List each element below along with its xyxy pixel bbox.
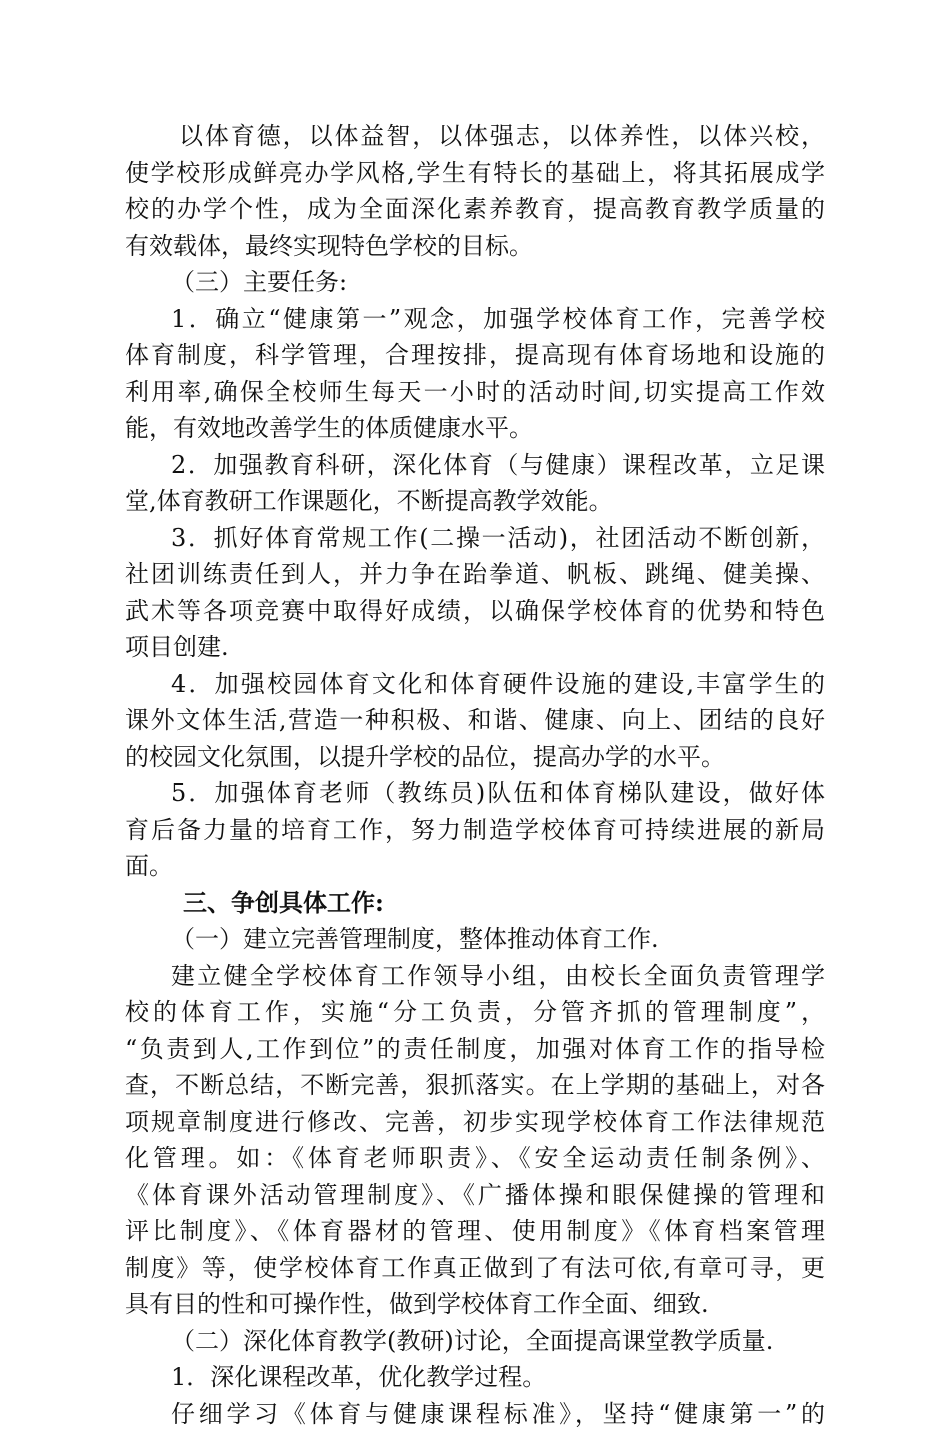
text-line: 1．深化课程改革，优化教学过程。: [125, 1359, 825, 1396]
text-line: 课外文体生活,营造一种积极、和谐、健康、向上、团结的良好: [125, 702, 825, 739]
section-heading: 三、争创具体工作:: [125, 885, 825, 922]
text-line: 武术等各项竞赛中取得好成绩，以确保学校体育的优势和特色: [125, 593, 825, 630]
text-line: 评比制度》、《体育器材的管理、使用制度》《体育档案管理: [125, 1213, 825, 1250]
text-line: 具有目的性和可操作性，做到学校体育工作全面、细致.: [125, 1286, 825, 1323]
text-line: 体育制度，科学管理，合理按排，提高现有体育场地和设施的: [125, 337, 825, 374]
text-line: 校的办学个性，成为全面深化素养教育，提高教育教学质量的: [125, 191, 825, 228]
text-line: 利用率,确保全校师生每天一小时的活动时间,切实提高工作效: [125, 374, 825, 411]
text-line: 项规章制度进行修改、完善，初步实现学校体育工作法律规范: [125, 1104, 825, 1141]
text-line: 3．抓好体育常规工作(二操一活动)，社团活动不断创新，: [125, 520, 825, 557]
text-line: 有效载体，最终实现特色学校的目标。: [125, 228, 825, 265]
text-line: 以体育德，以体益智，以体强志，以体养性，以体兴校，: [125, 118, 825, 155]
section-subheading: （二）深化体育教学(教研)讨论，全面提高课堂教学质量.: [125, 1323, 825, 1360]
text-line: 4．加强校园体育文化和体育硬件设施的建设,丰富学生的: [125, 666, 825, 703]
section-subheading: （三）主要任务:: [125, 264, 825, 301]
text-line: 5．加强体育老师（教练员)队伍和体育梯队建设，做好体: [125, 775, 825, 812]
text-line: 的校园文化氛围，以提升学校的品位，提高办学的水平。: [125, 739, 825, 776]
text-line: 制度》等，使学校体育工作真正做到了有法可依,有章可寻，更: [125, 1250, 825, 1287]
text-line: 能，有效地改善学生的体质健康水平。: [125, 410, 825, 447]
document-body: [125, 118, 825, 1432]
text-line: 使学校形成鲜亮办学风格,学生有特长的基础上，将其拓展成学: [125, 155, 825, 192]
text-line: 建立健全学校体育工作领导小组，由校长全面负责管理学: [125, 958, 825, 995]
text-line: 育后备力量的培育工作，努力制造学校体育可持续进展的新局: [125, 812, 825, 849]
text-line: 社团训练责任到人，并力争在跆拳道、帆板、跳绳、健美操、: [125, 556, 825, 593]
text-line: 查，不断总结，不断完善，狠抓落实。在上学期的基础上，对各: [125, 1067, 825, 1104]
text-line: 校的体育工作，实施“分工负责，分管齐抓的管理制度”，: [125, 994, 825, 1031]
text-line: 项目创建.: [125, 629, 825, 666]
text-line: 面。: [125, 848, 825, 885]
text-line: 1．确立“健康第一”观念，加强学校体育工作，完善学校: [125, 301, 825, 338]
text-line: “负责到人,工作到位”的责任制度，加强对体育工作的指导检: [125, 1031, 825, 1068]
text-line: 堂,体育教研工作课题化，不断提高教学效能。: [125, 483, 825, 520]
text-line: 仔细学习《体育与健康课程标准》，坚持“健康第一”的: [125, 1396, 825, 1432]
section-subheading: （一）建立完善管理制度，整体推动体育工作.: [125, 921, 825, 958]
text-line: 《体育课外活动管理制度》、《广播体操和眼保健操的管理和: [125, 1177, 825, 1214]
text-line: 2．加强教育科研，深化体育（与健康）课程改革，立足课: [125, 447, 825, 484]
text-line: 化管理。如：《体育老师职责》、《安全运动责任制条例》、: [125, 1140, 825, 1177]
